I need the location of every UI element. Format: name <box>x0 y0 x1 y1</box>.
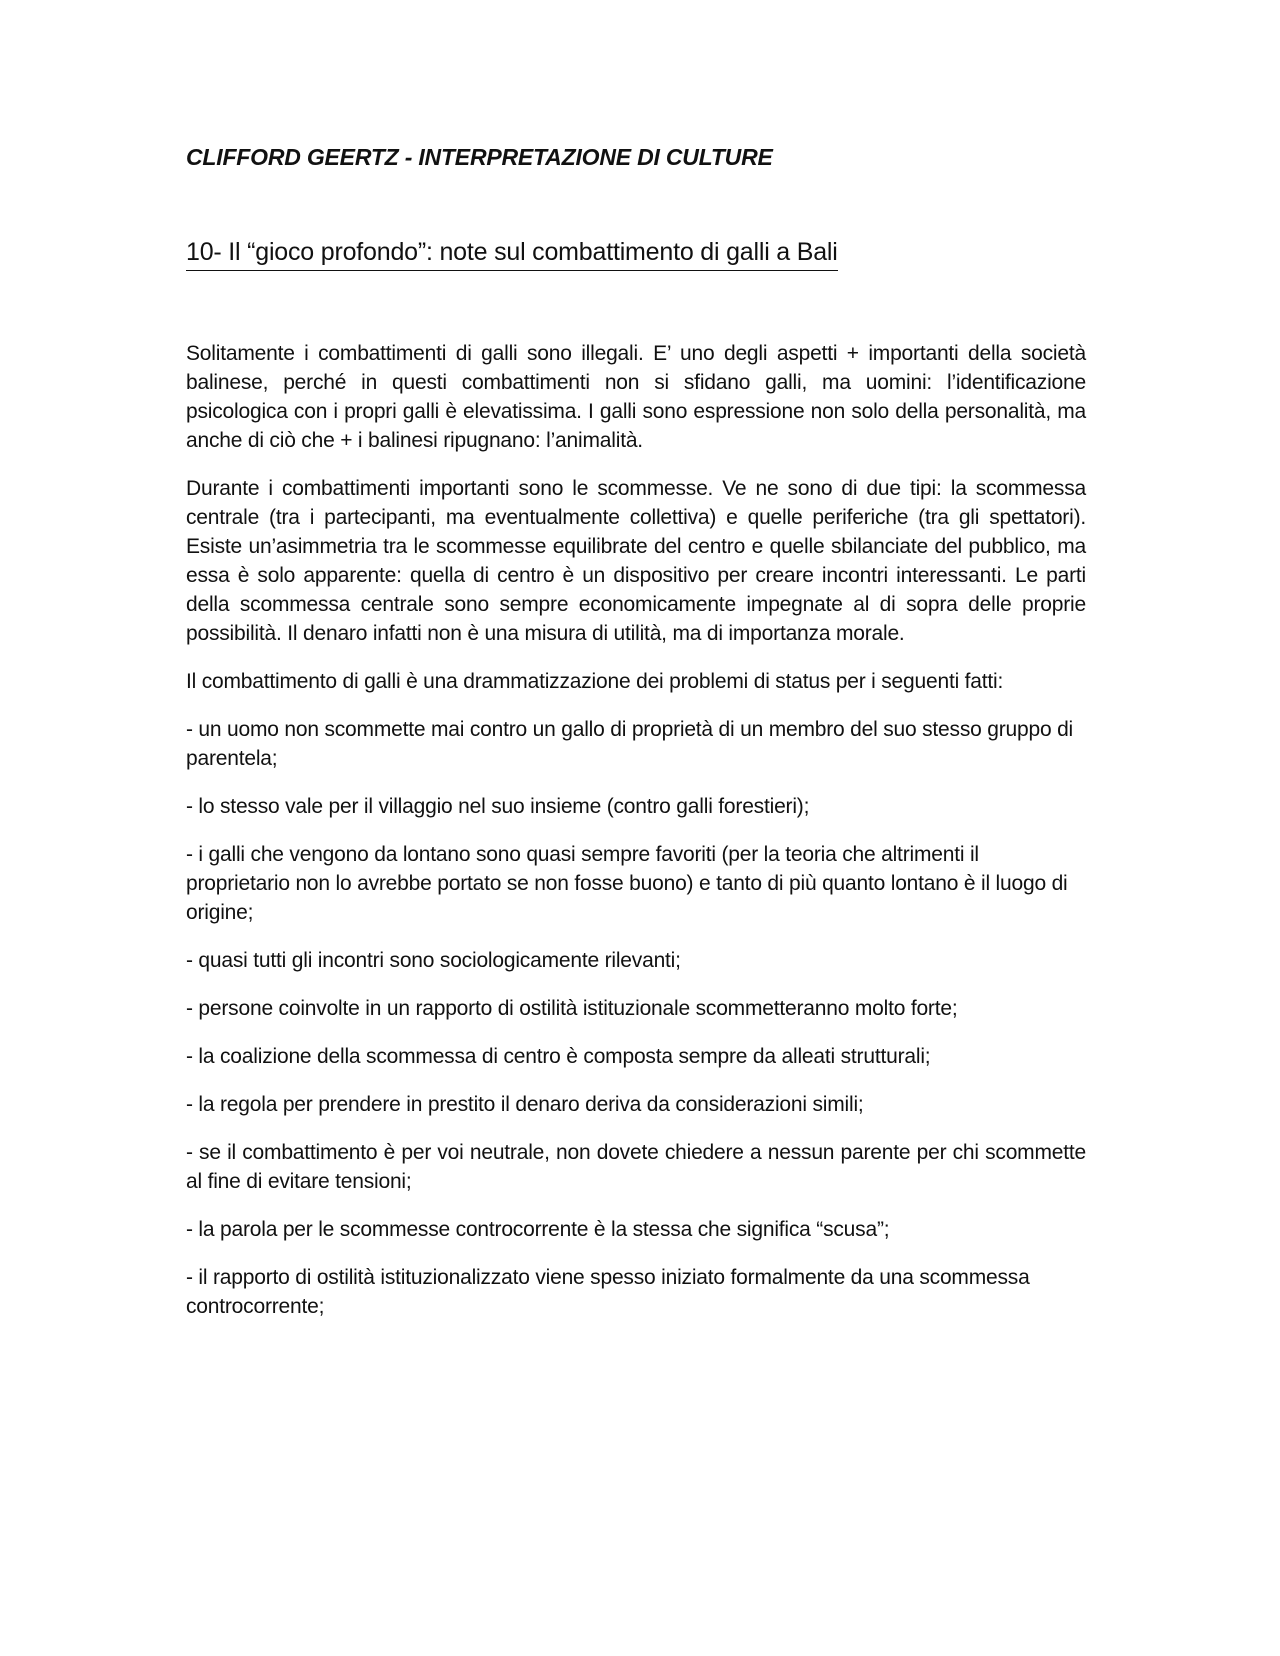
list-item: - la parola per le scommesse controcorrente è la stessa che significa “scusa”; <box>186 1218 890 1241</box>
paragraph-status: Il combattimento di galli è una drammatizzazione dei problemi di status per i seguenti fatti: <box>186 670 1004 693</box>
chapter-title: 10- Il “gioco profondo”: note sul combattimento di galli a Bali <box>186 234 838 271</box>
document-title: CLIFFORD GEERTZ - INTERPRETAZIONE DI CULTURE <box>186 144 773 170</box>
body-text <box>186 339 1086 1321</box>
list-item: - se il combattimento è per voi neutrale, non dovete chiedere a nessun parente per chi scommette al fine di evitare tensioni; <box>186 1141 1086 1193</box>
paragraph-bets: Durante i combattimenti importanti sono le scommesse. Ve ne sono di due tipi: la scommessa centrale (tra i partecipanti, ma eventualmente collettiva) e quelle periferiche (tra gli spettatori). Esiste un’asimmetria tra le scommesse equilibrate del centro e quelle sbilanciate del pubblico, ma essa è solo apparente: quella di centro è un dispositivo per creare incontri interessanti. Le parti della scommessa centrale sono sempre economicamente impegnate al di sopra delle proprie possibilità. Il denaro infatti non è una misura di utilità, ma di importanza morale. <box>186 477 1086 645</box>
list-item: - la regola per prendere in prestito il denaro deriva da considerazioni simili; <box>186 1093 864 1116</box>
list-item: - persone coinvolte in un rapporto di ostilità istituzionale scommetteranno molto forte; <box>186 997 958 1020</box>
list-item: - i galli che vengono da lontano sono quasi sempre favoriti (per la teoria che altrimenti il proprietario non lo avrebbe portato se non fosse buono) e tanto di più quanto lontano è il luogo di origine; <box>186 843 1068 924</box>
list-item: - lo stesso vale per il villaggio nel suo insieme (contro galli forestieri); <box>186 795 810 818</box>
list-item: - la coalizione della scommessa di centro è composta sempre da alleati strutturali; <box>186 1045 931 1068</box>
list-item: - quasi tutti gli incontri sono sociologicamente rilevanti; <box>186 949 681 972</box>
page-content <box>186 140 1086 1340</box>
list-item: - un uomo non scommette mai contro un gallo di proprietà di un membro del suo stesso gruppo di parentela; <box>186 718 1074 770</box>
list-item: - il rapporto di ostilità istituzionalizzato viene spesso iniziato formalmente da una scommessa controcorrente; <box>186 1266 1030 1318</box>
paragraph-intro: Solitamente i combattimenti di galli sono illegali. E’ uno degli aspetti + importanti della società balinese, perché in questi combattimenti non si sfidano galli, ma uomini: l’identificazione psicologica con i propri galli è elevatissima. I galli sono espressione non solo della personalità, ma anche di ciò che + i balinesi ripugnano: l’animalità. <box>186 342 1086 452</box>
